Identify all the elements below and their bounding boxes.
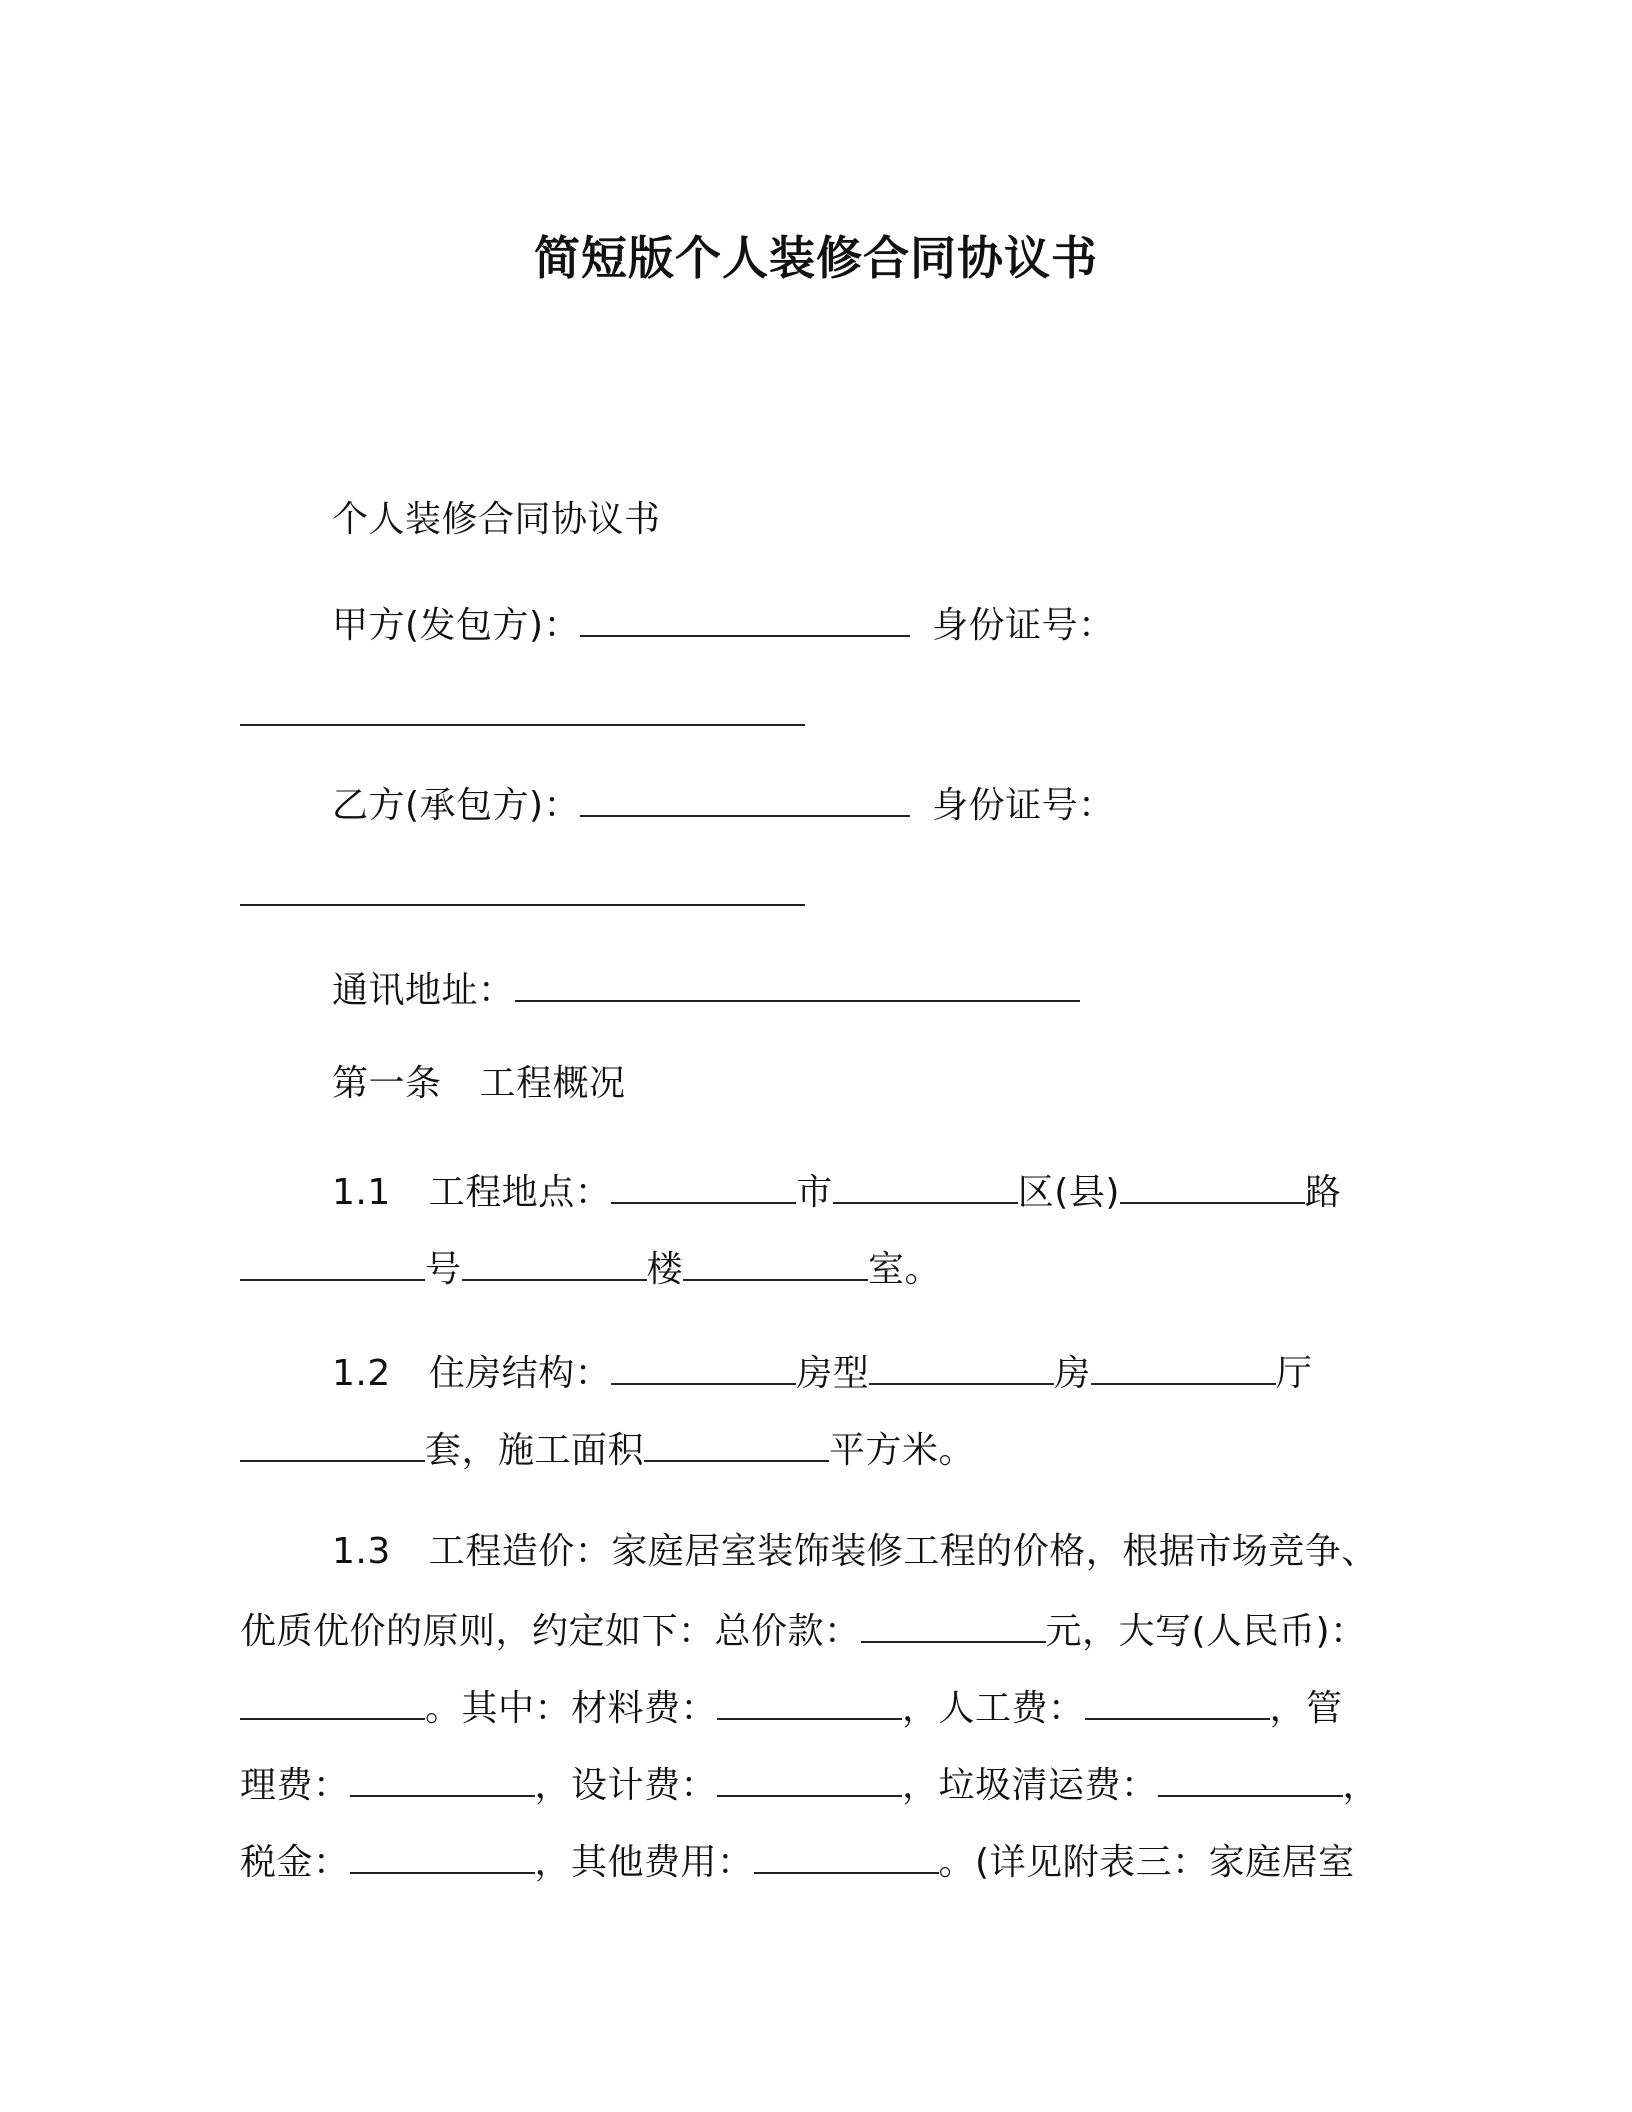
material-fee-label: 。其中：材料费：	[425, 1688, 718, 1729]
total-price-caps-blank	[240, 1684, 425, 1720]
clause-1-1-line-1	[332, 1168, 1341, 1215]
area-unit: 平方米。	[829, 1430, 976, 1471]
article-1-heading	[332, 1062, 626, 1106]
labor-fee-blank	[1085, 1684, 1270, 1720]
district-blank	[833, 1168, 1018, 1204]
address-line	[332, 966, 1080, 1013]
clause-1-3-line-2	[240, 1607, 1367, 1654]
rooms-unit: 房	[1054, 1353, 1091, 1394]
sets-blank	[240, 1426, 425, 1462]
waste-fee-comma: ，	[1342, 1765, 1380, 1806]
party-b-line	[332, 781, 1115, 828]
clause-1-3-line-1	[332, 1530, 1378, 1574]
tax-blank	[350, 1838, 535, 1874]
clause-1-2-line-2	[240, 1426, 975, 1473]
clause-1-2-label: 住房结构：	[428, 1353, 612, 1394]
address-blank	[515, 966, 1080, 1002]
city-unit: 市	[796, 1172, 833, 1213]
clause-1-3-line-4	[240, 1761, 1379, 1808]
road-blank	[1120, 1168, 1305, 1204]
number-blank	[240, 1245, 425, 1281]
structure-blank	[611, 1349, 796, 1385]
halls-unit: 厅	[1275, 1353, 1313, 1394]
clause-1-1-line-2	[240, 1245, 941, 1292]
tax-label: 税金：	[240, 1842, 350, 1883]
building-blank	[462, 1245, 647, 1281]
document-title: 简短版个人装修合同协议书	[534, 231, 1098, 285]
management-fee-label-end: 理费：	[240, 1765, 350, 1806]
area-blank	[644, 1426, 829, 1462]
clause-1-2-line-1	[332, 1349, 1312, 1396]
address-label: 通讯地址：	[332, 970, 515, 1011]
waste-fee-label: ，垃圾清运费：	[902, 1765, 1158, 1806]
city-blank	[611, 1168, 796, 1204]
party-b-label: 乙方(承包方)：	[332, 785, 581, 826]
party-a-label: 甲方(发包方)：	[332, 605, 581, 646]
clause-1-1-number: 1.1	[332, 1172, 391, 1213]
road-unit: 路	[1304, 1172, 1342, 1213]
article-1-title: 工程概况	[479, 1063, 626, 1104]
party-a-id-label: 身份证号：	[932, 605, 1115, 646]
contract-subtitle: 个人装修合同协议书	[332, 499, 661, 540]
management-fee-blank	[350, 1761, 535, 1797]
article-1-number: 第一条	[332, 1063, 442, 1104]
management-fee-label-start: ，管	[1269, 1688, 1343, 1729]
halls-blank	[1091, 1349, 1276, 1385]
party-a-line	[332, 601, 1115, 648]
party-b-id-label: 身份证号：	[932, 785, 1115, 826]
type-unit: 房型	[796, 1353, 870, 1394]
design-fee-label: ，设计费：	[534, 1765, 718, 1806]
party-a-id-line	[240, 690, 805, 737]
party-a-name-blank	[580, 601, 910, 637]
rooms-blank	[869, 1349, 1054, 1385]
other-fees-label: ，其他费用：	[534, 1842, 754, 1883]
room-unit: 室。	[868, 1249, 942, 1290]
party-b-id-line	[240, 870, 805, 917]
design-fee-blank	[717, 1761, 902, 1797]
party-a-id-blank	[240, 690, 805, 726]
district-unit: 区(县)	[1017, 1172, 1120, 1213]
clause-1-1-label: 工程地点：	[428, 1172, 612, 1213]
total-price-caps-label: 元，大写(人民币)：	[1045, 1611, 1367, 1652]
other-fees-blank	[754, 1838, 939, 1874]
clause-1-3-number: 1.3	[332, 1531, 391, 1572]
total-price-blank	[861, 1607, 1046, 1643]
party-b-id-blank	[240, 870, 805, 906]
number-unit: 号	[425, 1249, 462, 1290]
clause-1-3-line-5	[240, 1838, 1355, 1885]
clause-1-3-text-1: 工程造价：家庭居室装饰装修工程的价格，根据市场竞争、	[428, 1531, 1378, 1572]
clause-1-2-number: 1.2	[332, 1353, 391, 1394]
waste-fee-blank	[1158, 1761, 1343, 1797]
building-unit: 楼	[646, 1249, 684, 1290]
material-fee-blank	[717, 1684, 902, 1720]
party-b-name-blank	[580, 781, 910, 817]
clause-1-3-line-3	[240, 1684, 1343, 1731]
sets-unit: 套，施工面积	[425, 1430, 645, 1471]
total-price-label: 优质优价的原则，约定如下：总价款：	[240, 1611, 861, 1652]
appendix-reference: 。(详见附表三：家庭居室	[938, 1842, 1355, 1883]
labor-fee-label: ，人工费：	[902, 1688, 1085, 1729]
room-blank	[683, 1245, 868, 1281]
